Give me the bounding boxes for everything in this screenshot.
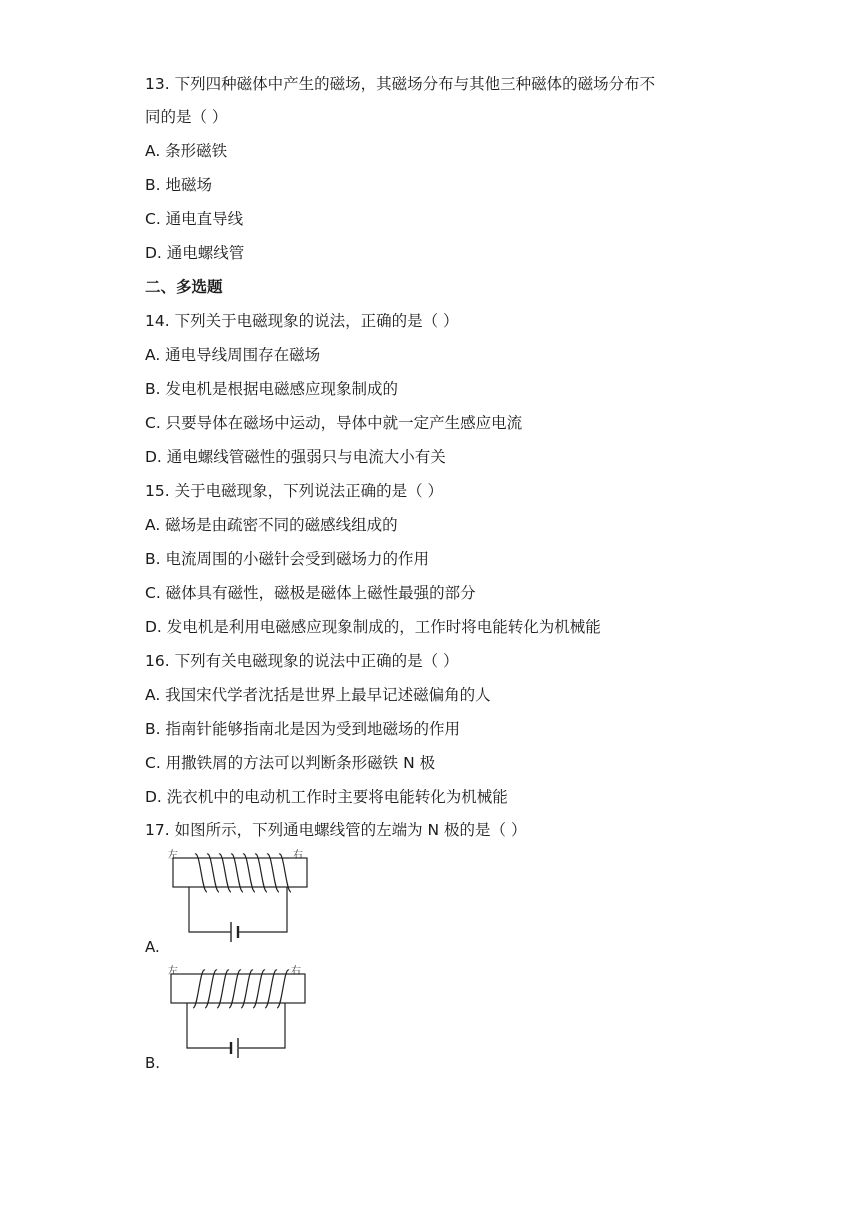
section-title: 二、多选题 — [145, 278, 223, 296]
q14-option-a: A. 通电导线周围存在磁场 — [145, 346, 321, 364]
fig-a-left-text: 左 — [168, 850, 178, 861]
q13-option-d: D. 通电螺线管 — [145, 244, 245, 262]
q15-option-c: C. 磁体具有磁性，磁极是磁体上磁性最强的部分 — [145, 584, 476, 602]
solenoid-circuit-diagram-b — [165, 962, 315, 1064]
q15-option-a: A. 磁场是由疏密不同的磁感线组成的 — [145, 516, 398, 534]
q16-option-a: A. 我国宋代学者沈括是世界上最早记述磁偏角的人 — [145, 686, 491, 704]
q16-option-d: D. 洗衣机中的电动机工作时主要将电能转化为机械能 — [145, 788, 508, 806]
q17-figure-a — [165, 846, 315, 952]
fig-a-circuit-wire — [189, 887, 287, 932]
q14-option-b: B. 发电机是根据电磁感应现象制成的 — [145, 380, 398, 398]
q17-stem: 17. 如图所示，下列通电螺线管的左端为 N 极的是（ ） — [145, 821, 527, 839]
fig-b-left-text: 左 — [168, 966, 178, 977]
q15-option-d: D. 发电机是利用电磁感应现象制成的，工作时将电能转化为机械能 — [145, 618, 601, 636]
q13-option-a: A. 条形磁铁 — [145, 142, 228, 160]
q16-stem: 16. 下列有关电磁现象的说法中正确的是（ ） — [145, 652, 459, 670]
q14-option-c: C. 只要导体在磁场中运动，导体中就一定产生感应电流 — [145, 414, 523, 432]
solenoid-circuit-diagram-a — [165, 846, 315, 948]
q17-figure-b — [165, 962, 315, 1068]
fig-a-right-text: 右 — [293, 850, 303, 861]
q13-stem-line2: 同的是（ ） — [145, 108, 228, 126]
q14-option-d: D. 通电螺线管磁性的强弱只与电流大小有关 — [145, 448, 446, 466]
q13-option-b: B. 地磁场 — [145, 176, 212, 194]
q17-figure-b-label: B. — [145, 1054, 161, 1072]
q16-option-c: C. 用撒铁屑的方法可以判断条形磁铁 N 极 — [145, 754, 436, 772]
q13-stem-line1: 13. 下列四种磁体中产生的磁场，其磁场分布与其他三种磁体的磁场分布不 — [145, 75, 656, 93]
q17-figure-a-label: A. — [145, 938, 160, 956]
fig-b-right-text: 右 — [291, 966, 301, 977]
q15-option-b: B. 电流周围的小磁针会受到磁场力的作用 — [145, 550, 429, 568]
q15-stem: 15. 关于电磁现象，下列说法正确的是（ ） — [145, 482, 444, 500]
q13-option-c: C. 通电直导线 — [145, 210, 244, 228]
fig-b-coil — [193, 970, 289, 1008]
q16-option-b: B. 指南针能够指南北是因为受到地磁场的作用 — [145, 720, 460, 738]
q14-stem: 14. 下列关于电磁现象的说法，正确的是（ ） — [145, 312, 459, 330]
fig-a-coil — [195, 854, 291, 892]
fig-b-circuit-wire — [187, 1003, 285, 1048]
